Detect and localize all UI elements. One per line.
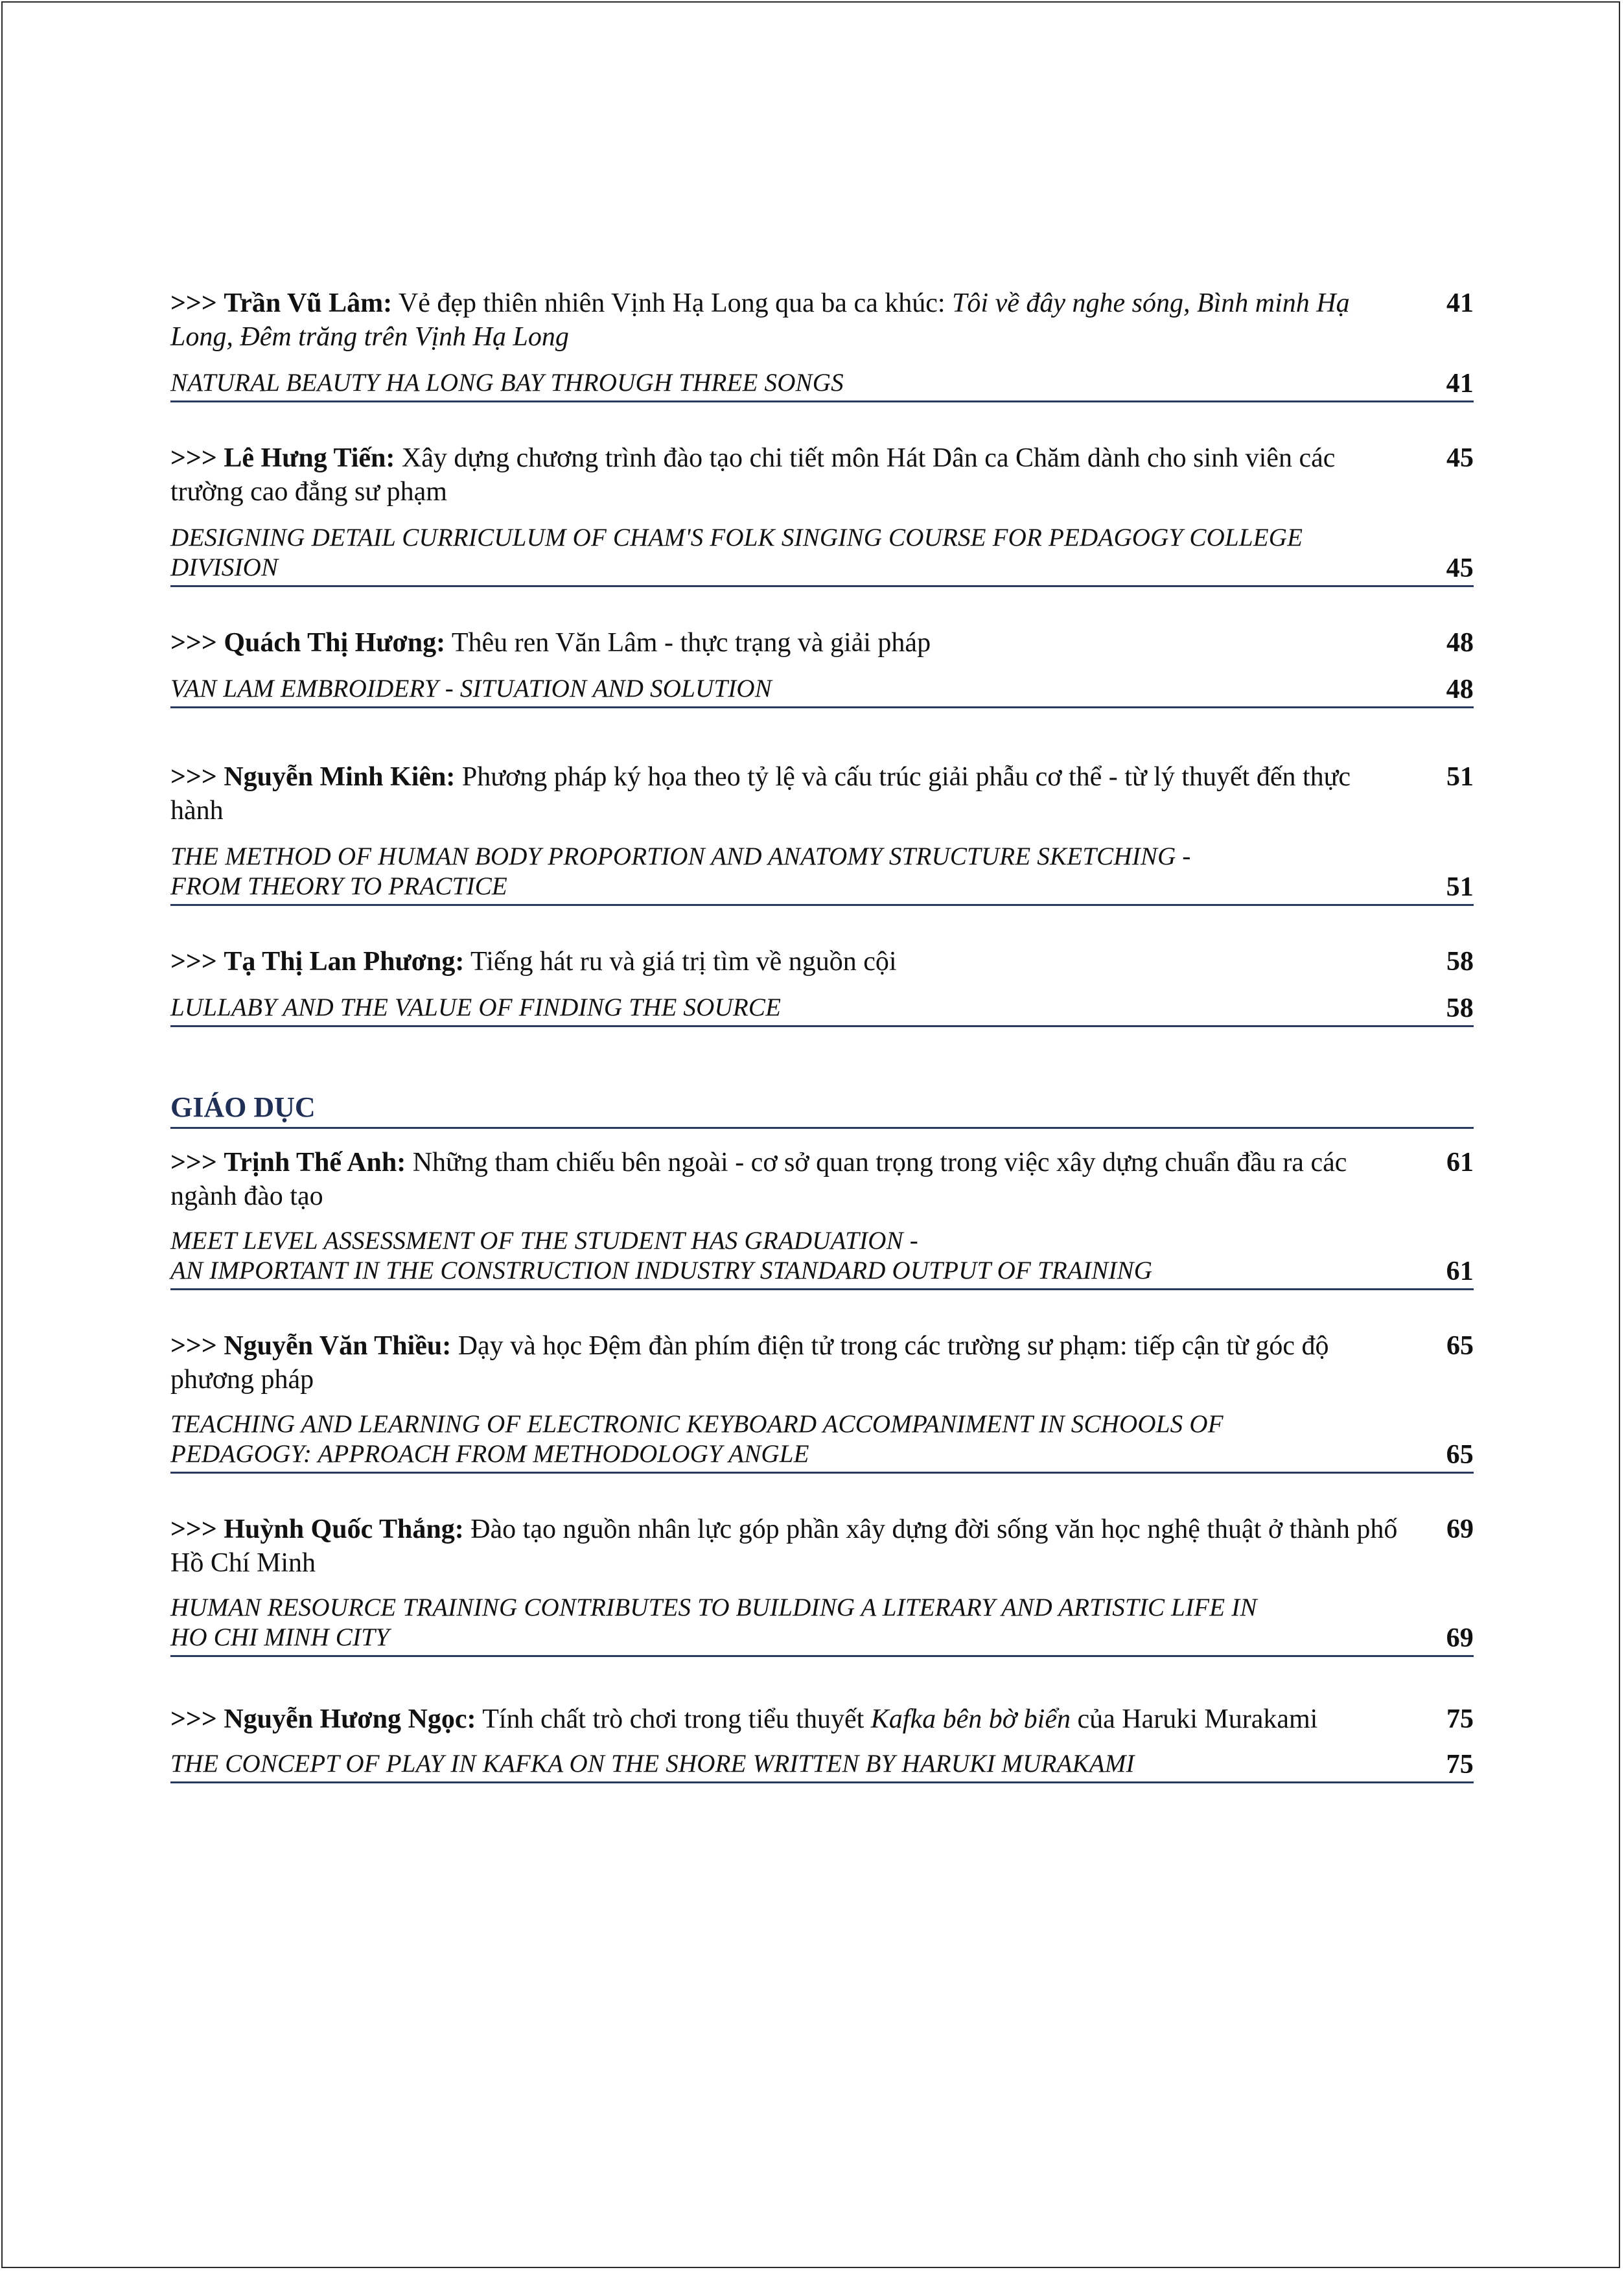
title-text: Vẻ đẹp thiên nhiên Vịnh Hạ Long qua ba ca khúc: xyxy=(392,288,953,318)
title-text: Thêu ren Văn Lâm - thực trạng và giải pháp xyxy=(445,628,931,658)
page-number: 48 xyxy=(1446,675,1474,704)
english-title-line: LULLABY AND THE VALUE OF FINDING THE SOURCE xyxy=(170,993,782,1021)
author-name: Lê Hưng Tiến: xyxy=(224,443,395,473)
toc-entry[interactable] xyxy=(170,945,1474,1027)
english-title-line: HO CHI MINH CITY xyxy=(170,1623,389,1651)
title-text: Phương pháp ký họa theo tỷ lệ và cấu trúc giải phẫu cơ thể - từ lý thuyết đến thực hành xyxy=(170,762,1351,826)
english-title-line: HUMAN RESOURCE TRAINING CONTRIBUTES TO BUILDING A LITERARY AND ARTISTIC LIFE IN xyxy=(170,1594,1257,1621)
toc-entry[interactable] xyxy=(170,760,1474,906)
english-title-line: DESIGNING DETAIL CURRICULUM OF CHAM'S FOLK SINGING COURSE FOR PEDAGOGY COLLEGE xyxy=(170,524,1303,551)
page-number: 58 xyxy=(1446,993,1474,1023)
entry-marker: >>> xyxy=(170,947,217,977)
page-number: 69 xyxy=(1446,1623,1474,1653)
page-number: 51 xyxy=(1446,762,1474,792)
entry-marker: >>> xyxy=(170,1331,217,1361)
article-title-vietnamese[interactable] xyxy=(170,1329,1474,1397)
entries-before-section xyxy=(170,286,1474,1027)
page-number: 51 xyxy=(1446,872,1474,902)
author-name: Trịnh Thế Anh: xyxy=(224,1148,406,1177)
article-title-english[interactable] xyxy=(170,368,1474,400)
toc-entry[interactable] xyxy=(170,286,1474,402)
toc-entry[interactable] xyxy=(170,441,1474,587)
entry-marker: >>> xyxy=(170,443,217,473)
title-text: của Haruki Murakami xyxy=(1070,1704,1318,1734)
english-title-line: VAN LAM EMBROIDERY - SITUATION AND SOLUTION xyxy=(170,675,772,702)
author-name: Nguyễn Văn Thiều: xyxy=(224,1331,452,1361)
article-title-vietnamese[interactable] xyxy=(170,760,1474,828)
article-title-vietnamese[interactable] xyxy=(170,626,1474,660)
article-title-vietnamese[interactable] xyxy=(170,441,1474,509)
author-name: Quách Thị Hương: xyxy=(224,628,446,658)
entries-education-section xyxy=(170,1146,1474,1783)
page-number: 58 xyxy=(1446,947,1474,977)
author-name: Nguyễn Hương Ngọc: xyxy=(224,1704,476,1734)
english-title-line: MEET LEVEL ASSESSMENT OF THE STUDENT HAS GRADUATION - xyxy=(170,1227,918,1255)
title-text: Những tham chiếu bên ngoài - cơ sở quan trọng trong việc xây dựng chuẩn đầu ra các ngành đào tạo xyxy=(170,1148,1347,1211)
page-number: 61 xyxy=(1446,1257,1474,1286)
page-number: 65 xyxy=(1446,1331,1474,1361)
title-text: Tôi về đây nghe sóng, Bình minh Hạ Long, Đêm trăng trên Vịnh Hạ Long xyxy=(170,288,1350,352)
page-number: 45 xyxy=(1446,553,1474,583)
page-number: 69 xyxy=(1446,1514,1474,1544)
article-title-vietnamese[interactable] xyxy=(170,1702,1474,1736)
entry-marker: >>> xyxy=(170,628,217,658)
toc-entry[interactable] xyxy=(170,1702,1474,1783)
author-name: Huỳnh Quốc Thắng: xyxy=(224,1514,464,1544)
english-title-line: TEACHING AND LEARNING OF ELECTRONIC KEYBOARD ACCOMPANIMENT IN SCHOOLS OF xyxy=(170,1410,1224,1438)
english-title-line: PEDAGOGY: APPROACH FROM METHODOLOGY ANGLE xyxy=(170,1440,809,1468)
entry-marker: >>> xyxy=(170,762,217,792)
page-number: 41 xyxy=(1446,288,1474,318)
author-name: Tạ Thị Lan Phương: xyxy=(224,947,465,977)
title-text: Xây dựng chương trình đào tạo chi tiết môn Hát Dân ca Chăm dành cho sinh viên các trường cao đẳng sư phạm xyxy=(170,443,1336,507)
article-title-english[interactable] xyxy=(170,523,1474,585)
author-name: Trần Vũ Lâm: xyxy=(224,288,393,318)
article-title-vietnamese[interactable] xyxy=(170,1146,1474,1213)
english-title-line: NATURAL BEAUTY HA LONG BAY THROUGH THREE SONGS xyxy=(170,369,844,397)
article-title-vietnamese[interactable] xyxy=(170,1513,1474,1580)
page-number: 75 xyxy=(1446,1750,1474,1779)
toc-entry[interactable] xyxy=(170,1329,1474,1474)
page-number: 75 xyxy=(1446,1704,1474,1734)
toc-entry[interactable] xyxy=(170,1146,1474,1290)
title-text: Tính chất trò chơi trong tiểu thuyết xyxy=(476,1704,871,1734)
entry-marker: >>> xyxy=(170,288,217,318)
article-title-vietnamese[interactable] xyxy=(170,286,1474,354)
author-name: Nguyễn Minh Kiên: xyxy=(224,762,456,792)
section-heading: GIÁO DỤC xyxy=(170,1091,1474,1129)
english-title-line: DIVISION xyxy=(170,553,279,581)
entry-marker: >>> xyxy=(170,1148,217,1177)
english-title-line: THE METHOD OF HUMAN BODY PROPORTION AND ANATOMY STRUCTURE SKETCHING - xyxy=(170,842,1191,870)
article-title-english[interactable] xyxy=(170,993,1474,1025)
entry-marker: >>> xyxy=(170,1704,217,1734)
title-text: Kafka bên bờ biển xyxy=(870,1704,1071,1734)
toc-entry[interactable] xyxy=(170,1513,1474,1657)
article-title-english[interactable] xyxy=(170,674,1474,706)
english-title-line: AN IMPORTANT IN THE CONSTRUCTION INDUSTRY STANDARD OUTPUT OF TRAINING xyxy=(170,1257,1153,1284)
english-title-line: FROM THEORY TO PRACTICE xyxy=(170,872,507,900)
article-title-english[interactable] xyxy=(170,1593,1474,1655)
title-text: Dạy và học Đệm đàn phím điện tử trong các trường sư phạm: tiếp cận từ góc độ phương pháp xyxy=(170,1331,1329,1395)
toc-entry[interactable] xyxy=(170,626,1474,708)
title-text: Đào tạo nguồn nhân lực góp phần xây dựng đời sống văn học nghệ thuật ở thành phố Hồ Chí Minh xyxy=(170,1514,1398,1578)
page-number: 65 xyxy=(1446,1440,1474,1470)
page-number: 45 xyxy=(1446,443,1474,473)
article-title-english[interactable] xyxy=(170,1749,1474,1781)
page-number: 61 xyxy=(1446,1148,1474,1177)
table-of-contents xyxy=(170,248,1474,1783)
article-title-english[interactable] xyxy=(170,1226,1474,1288)
entry-marker: >>> xyxy=(170,1514,217,1544)
page-number: 41 xyxy=(1446,369,1474,399)
article-title-english[interactable] xyxy=(170,842,1474,904)
english-title-line: THE CONCEPT OF PLAY IN KAFKA ON THE SHORE WRITTEN BY HARUKI MURAKAMI xyxy=(170,1750,1135,1778)
article-title-vietnamese[interactable] xyxy=(170,945,1474,979)
page-number: 48 xyxy=(1446,628,1474,658)
article-title-english[interactable] xyxy=(170,1409,1474,1472)
title-text: Tiếng hát ru và giá trị tìm về nguồn cội xyxy=(464,947,897,977)
